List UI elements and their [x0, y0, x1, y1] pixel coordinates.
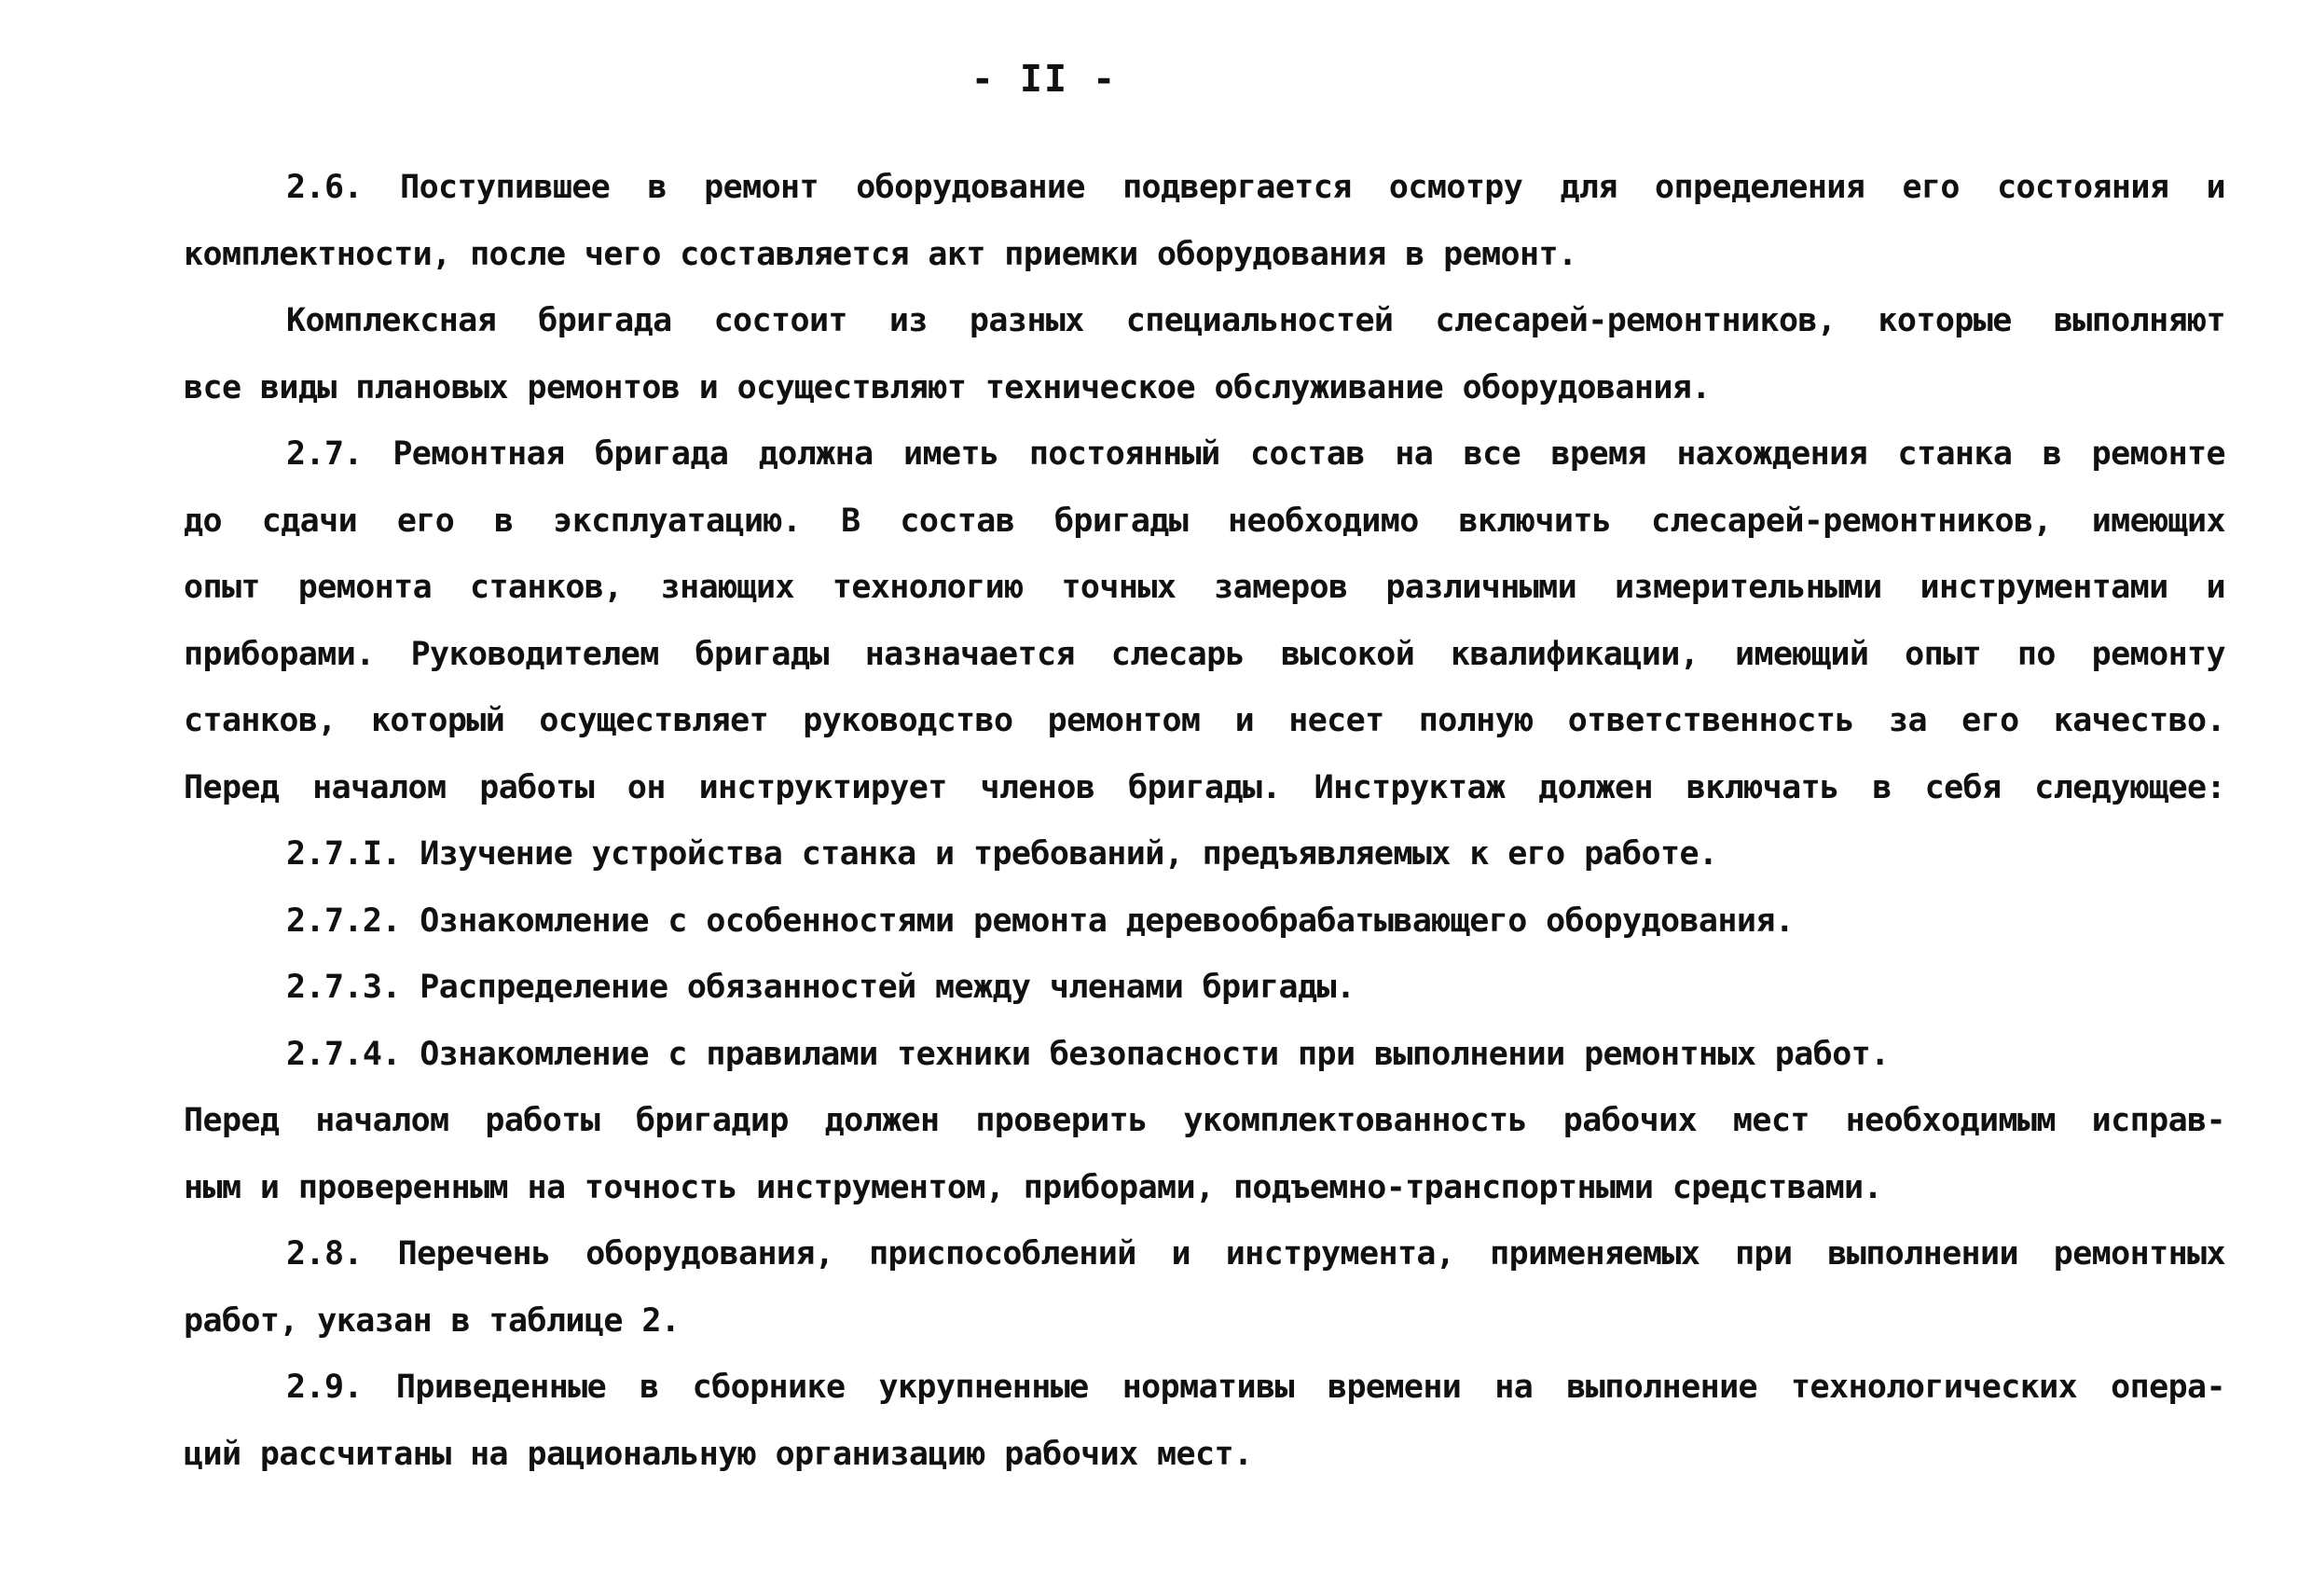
- text-line: ций рассчитаны на рациональную организацию рабочих мест.: [184, 1435, 1253, 1473]
- text-line: все виды плановых ремонтов и осуществляют техническое обслуживание оборудования.: [184, 368, 1711, 406]
- text-line: 2.8. Перечень оборудования, приспособлений и инструмента, применяемых при выполнении ремонтных: [286, 1235, 2225, 1273]
- text-line: 2.7. Ремонтная бригада должна иметь постоянный состав на все время нахождения станка в ремонте: [286, 435, 2225, 473]
- text-line: приборами. Руководителем бригады назначается слесарь высокой квалификации, имеющий опыт по ремонту: [184, 635, 2225, 673]
- text-line: работ, указан в таблице 2.: [184, 1301, 681, 1340]
- body-text: [184, 155, 2225, 1488]
- text-line: 2.9. Приведенные в сборнике укрупненные нормативы времени на выполнение технологических опера-: [286, 1369, 2225, 1406]
- text-line: 2.7.I. Изучение устройства станка и требований, предъявляемых к его работе.: [286, 835, 1718, 873]
- text-line: 2.7.2. Ознакомление с особенностями ремонта деревообрабатывающего оборудования.: [286, 901, 1795, 940]
- text-line: комплектности, после чего составляется акт приемки оборудования в ремонт.: [184, 235, 1577, 273]
- text-line: до сдачи его в эксплуатацию. В состав бригады необходимо включить слесарей-ремонтников, имеющих: [184, 502, 2225, 540]
- text-line: 2.6. Поступившее в ремонт оборудование подвергается осмотру для определения его состояния и: [286, 169, 2225, 206]
- text-line: Комплексная бригада состоит из разных специальностей слесарей-ремонтников, которые выполняют: [286, 302, 2225, 339]
- text-line: Перед началом работы бригадир должен проверить укомплектованность рабочих мест необходимым исправ-: [184, 1102, 2225, 1139]
- text-line: 2.7.3. Распределение обязанностей между членами бригады.: [286, 969, 1356, 1006]
- text-line: 2.7.4. Ознакомление с правилами техники безопасности при выполнении ремонтных работ.: [286, 1035, 1890, 1073]
- text-line: станков, который осуществляет руководство ремонтом и несет полную ответственность за его качество.: [184, 702, 2225, 739]
- page-number: - II -: [970, 58, 1118, 101]
- text-line: Перед началом работы он инструктирует членов бригады. Инструктаж должен включать в себя следующее:: [184, 768, 2225, 806]
- text-line: опыт ремонта станков, знающих технологию точных замеров различными измерительными инструментами и: [184, 569, 2225, 606]
- text-line: ным и проверенным на точность инструментом, приборами, подъемно-транспортными средствами.: [184, 1168, 1882, 1206]
